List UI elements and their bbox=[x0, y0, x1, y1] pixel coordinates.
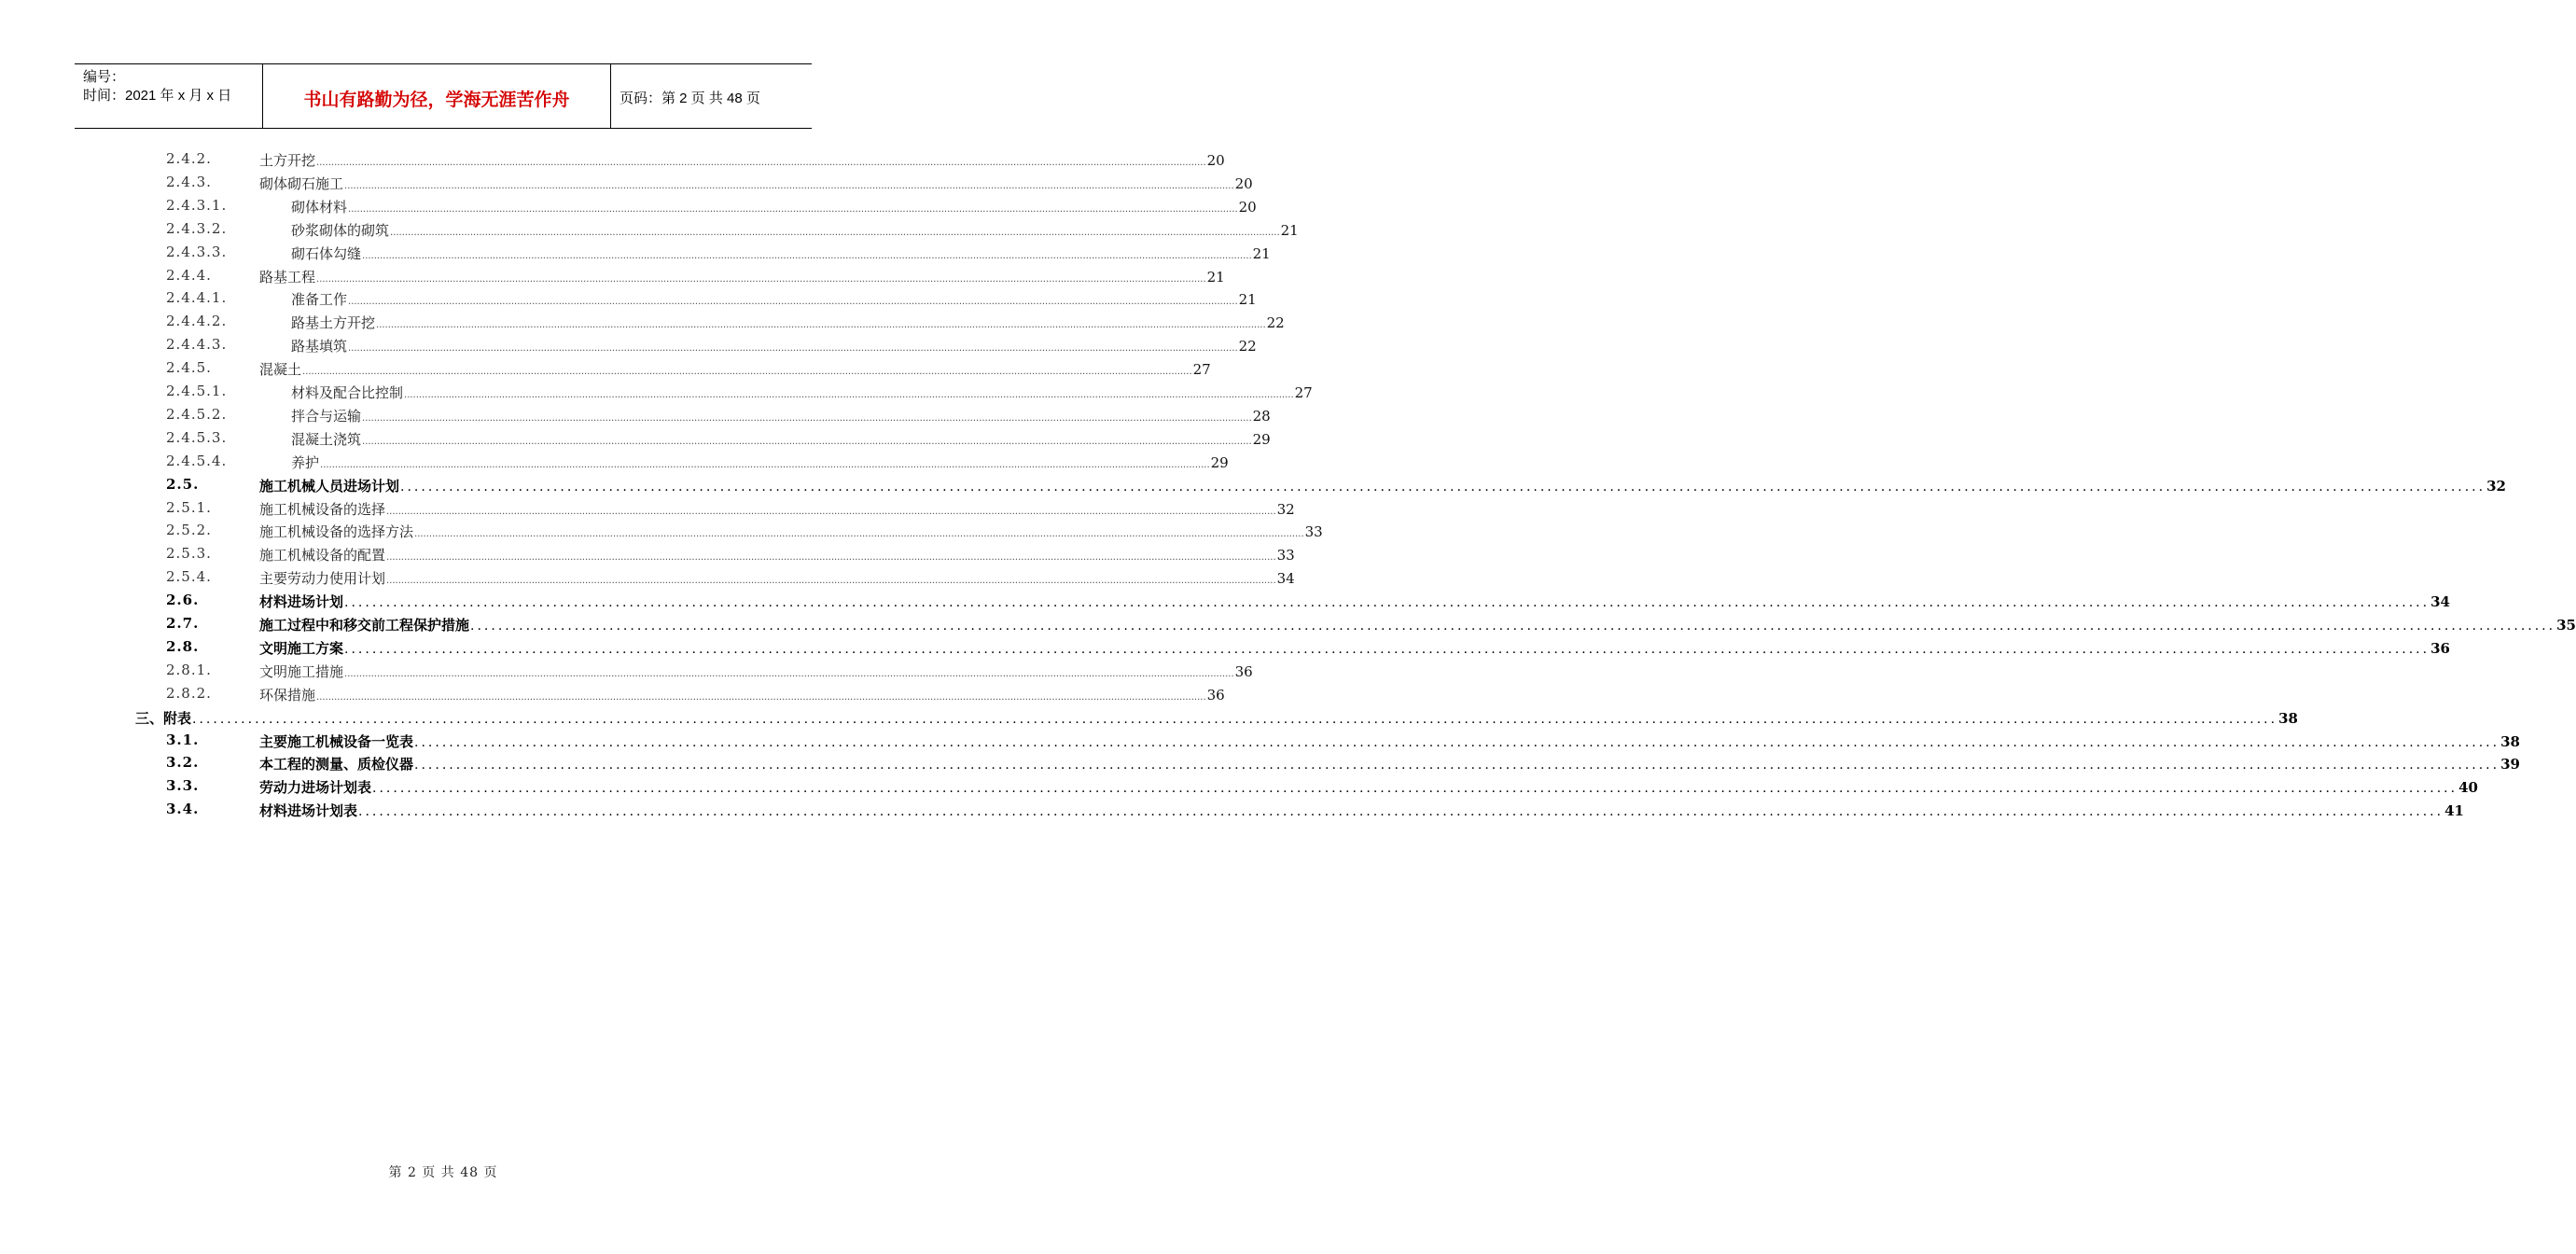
toc-entry-page: 21 bbox=[1206, 268, 1225, 286]
toc-entry-number: 3.3. bbox=[166, 777, 200, 795]
toc-entry-title: 材料进场计划 bbox=[259, 593, 344, 611]
toc-leader-dots: ............................................................................................................................................................................................................................................................................................................ bbox=[386, 576, 1276, 587]
toc-entry-number: 2.5. bbox=[166, 475, 200, 493]
toc-entry-number: 2.8. bbox=[166, 637, 200, 655]
toc-entry-page: 33 bbox=[1304, 523, 1323, 541]
toc-entry-number: 2.6. bbox=[166, 592, 200, 609]
toc-entry[interactable] bbox=[0, 333, 1257, 356]
toc-entry[interactable] bbox=[0, 589, 2450, 612]
toc-entry-title: 文明施工措施 bbox=[259, 662, 344, 680]
toc-entry-line bbox=[291, 453, 1229, 472]
toc-entry[interactable] bbox=[0, 774, 2478, 798]
toc-entry-number: 2.4.5.3. bbox=[166, 428, 228, 446]
toc-entry[interactable] bbox=[0, 426, 1271, 450]
toc-entry-title: 路基土方开挖 bbox=[291, 314, 376, 332]
toc-entry-page: 33 bbox=[1276, 547, 1295, 564]
toc-leader-dots: ............................................................................................................................................................................................................................................................................................................ bbox=[348, 297, 1238, 308]
toc-entry[interactable] bbox=[0, 659, 1253, 682]
toc-entry-page: 32 bbox=[1276, 500, 1295, 518]
toc-leader-dots: ............................................................................................................................................................................................................................................................................................................ bbox=[362, 436, 1252, 447]
toc-entry-line bbox=[259, 801, 2464, 820]
toc-entry-number: 2.4.3.1. bbox=[166, 196, 228, 214]
toc-leader-dots: ............................................................................................................................................................................................................................................................................................................ bbox=[376, 320, 1266, 331]
toc-leader-dots: ............................................................................................................................................................................................................................................................................................................ bbox=[348, 203, 1238, 215]
header-number-label: 编号： bbox=[83, 69, 126, 85]
toc-entry-number: 2.4.5.4. bbox=[166, 452, 228, 469]
toc-entry-title: 混凝土浇筑 bbox=[291, 430, 362, 448]
toc-entry-line bbox=[259, 499, 1295, 519]
toc-entry-number: 2.8.2. bbox=[166, 684, 212, 702]
toc-entry[interactable] bbox=[0, 286, 1257, 310]
toc-entry[interactable] bbox=[0, 496, 1295, 520]
toc-entry-title: 施工机械人员进场计划 bbox=[259, 477, 400, 495]
toc-entry-page: 22 bbox=[1238, 338, 1257, 355]
toc-entry-page: 34 bbox=[1276, 570, 1295, 588]
toc-entry-number: 2.4.5.2. bbox=[166, 405, 228, 423]
toc-entry-line bbox=[259, 754, 2520, 773]
toc-entry-number: 3.1. bbox=[166, 731, 200, 748]
toc-entry-title: 材料及配合比控制 bbox=[291, 384, 404, 401]
toc-entry-line bbox=[259, 568, 1295, 588]
toc-entry-number: 2.4.3.3. bbox=[166, 243, 228, 260]
toc-entry-number: 2.7. bbox=[166, 615, 200, 632]
toc-entry-line bbox=[291, 313, 1285, 332]
toc-entry[interactable] bbox=[0, 473, 2506, 496]
toc-entry-title: 砌体砌石施工 bbox=[259, 174, 344, 192]
toc-entry-page: 38 bbox=[2278, 709, 2298, 727]
toc-entry-line bbox=[259, 777, 2478, 797]
toc-entry-line bbox=[291, 220, 1299, 240]
toc-entry-number: 2.5.4. bbox=[166, 568, 212, 586]
toc-entry-page: 38 bbox=[2500, 732, 2520, 750]
toc-entry-title: 施工过程中和移交前工程保护措施 bbox=[259, 617, 470, 634]
toc-entry-number: 2.5.3. bbox=[166, 545, 212, 563]
toc-entry-line bbox=[259, 267, 1225, 286]
toc-entry-number: 2.4.4. bbox=[166, 266, 212, 284]
toc-entry[interactable] bbox=[0, 310, 1285, 333]
toc-leader-dots: ............................................................................................................................................................................................................................................................................................................ bbox=[344, 595, 2430, 611]
toc-entry-page: 29 bbox=[1252, 430, 1271, 448]
toc-entry[interactable] bbox=[0, 542, 1295, 565]
toc-entry[interactable] bbox=[0, 519, 1323, 542]
toc-entry[interactable] bbox=[0, 356, 1211, 380]
toc-entry-title: 三、附表 bbox=[135, 709, 192, 727]
toc-entry-page: 27 bbox=[1192, 361, 1211, 379]
toc-entry-number: 2.4.3. bbox=[166, 173, 212, 190]
toc-entry-line bbox=[259, 638, 2450, 658]
toc-entry-number: 3.4. bbox=[166, 801, 200, 818]
toc-entry-page: 28 bbox=[1252, 407, 1271, 425]
toc-entry-title: 混凝土 bbox=[259, 361, 302, 379]
toc-entry[interactable] bbox=[0, 450, 1229, 473]
toc-leader-dots: ............................................................................................................................................................................................................................................................................................................ bbox=[414, 758, 2500, 773]
page-footer: 第 2 页 共 48 页 bbox=[388, 1165, 498, 1180]
toc-entry[interactable] bbox=[0, 682, 1225, 705]
toc-entry-number: 2.5.2. bbox=[166, 522, 212, 539]
toc-entry-title: 施工机械设备的选择方法 bbox=[259, 523, 414, 541]
toc-entry[interactable] bbox=[0, 217, 1299, 241]
toc-entry[interactable] bbox=[0, 380, 1313, 403]
toc-entry-title: 主要劳动力使用计划 bbox=[259, 570, 386, 588]
toc-entry-title: 养护 bbox=[291, 453, 320, 471]
toc-entry-page: 34 bbox=[2430, 593, 2450, 611]
toc-entry[interactable] bbox=[0, 612, 2576, 635]
toc-entry-line bbox=[291, 289, 1257, 309]
toc-entry-number: 2.8.1. bbox=[166, 661, 212, 678]
toc-entry-page: 20 bbox=[1238, 198, 1257, 216]
toc-leader-dots: ............................................................................................................................................................................................................................................................................................................ bbox=[358, 804, 2444, 820]
header-page-info: 页码：第 2 页 共 48 页 bbox=[620, 90, 760, 106]
toc-entry-title: 主要施工机械设备一览表 bbox=[259, 732, 414, 750]
toc-entry[interactable] bbox=[0, 565, 1295, 589]
toc-entry-title: 砂浆砌体的砌筑 bbox=[291, 221, 390, 239]
toc-entry-line bbox=[259, 522, 1323, 541]
toc-entry-line bbox=[259, 685, 1225, 704]
toc-entry-line bbox=[135, 708, 2298, 728]
toc-leader-dots: ............................................................................................................................................................................................................................................................................................................ bbox=[372, 781, 2458, 797]
toc-entry-page: 41 bbox=[2444, 802, 2464, 820]
header-motto: 书山有路勤为径，学海无涯苦作舟 bbox=[263, 64, 611, 128]
toc-entry-title: 材料进场计划表 bbox=[259, 802, 358, 820]
toc-entry-title: 拌合与运输 bbox=[291, 407, 362, 425]
toc-entry-title: 环保措施 bbox=[259, 686, 316, 704]
toc-leader-dots: ............................................................................................................................................................................................................................................................................................................ bbox=[386, 552, 1276, 564]
toc-entry-line bbox=[291, 197, 1257, 216]
toc-entry-number: 3.2. bbox=[166, 754, 200, 772]
document-header bbox=[75, 63, 812, 129]
toc-leader-dots: ............................................................................................................................................................................................................................................................................................................ bbox=[344, 668, 1234, 679]
toc-entry-number: 2.4.3.2. bbox=[166, 219, 228, 237]
toc-entry-page: 32 bbox=[2486, 477, 2506, 495]
toc-leader-dots: ............................................................................................................................................................................................................................................................................................................ bbox=[414, 529, 1304, 540]
toc-entry-line bbox=[259, 545, 1295, 564]
toc-entry-line bbox=[259, 615, 2576, 634]
toc-entry-title: 准备工作 bbox=[291, 291, 348, 309]
toc-entry-line bbox=[259, 662, 1253, 681]
toc-entry-page: 21 bbox=[1252, 244, 1271, 262]
toc-leader-dots: ............................................................................................................................................................................................................................................................................................................ bbox=[344, 641, 2430, 657]
toc-entry-page: 39 bbox=[2500, 756, 2520, 773]
toc-entry-number: 2.4.2. bbox=[166, 150, 212, 167]
toc-entry-page: 36 bbox=[1206, 686, 1225, 704]
toc-entry-page: 20 bbox=[1206, 152, 1225, 169]
toc-entry-page: 36 bbox=[2430, 639, 2450, 657]
toc-leader-dots: ............................................................................................................................................................................................................................................................................................................ bbox=[404, 390, 1294, 400]
toc-entry-line bbox=[259, 476, 2506, 495]
toc-entry-line bbox=[259, 732, 2520, 751]
toc-entry-number: 2.4.5.1. bbox=[166, 383, 228, 399]
toc-leader-dots: ............................................................................................................................................................................................................................................................................................................ bbox=[316, 691, 1206, 703]
toc-leader-dots: ............................................................................................................................................................................................................................................................................................................ bbox=[192, 711, 2278, 727]
toc-entry-number: 2.4.4.1. bbox=[166, 289, 228, 307]
toc-entry-number: 2.5.1. bbox=[166, 498, 212, 516]
header-time-label: 时间：2021 年 x 月 x 日 bbox=[83, 88, 232, 104]
toc-entry[interactable] bbox=[0, 147, 1225, 171]
toc-entry-page: 21 bbox=[1238, 291, 1257, 309]
toc-entry-line bbox=[291, 336, 1257, 355]
toc-entry[interactable] bbox=[0, 194, 1257, 217]
toc-entry[interactable] bbox=[0, 264, 1225, 287]
toc-entry-title: 路基填筑 bbox=[291, 338, 348, 355]
toc-leader-dots: ............................................................................................................................................................................................................................................................................................................ bbox=[414, 734, 2500, 750]
toc-entry-title: 施工机械设备的选择 bbox=[259, 500, 386, 518]
toc-entry-page: 20 bbox=[1234, 174, 1253, 192]
toc-entry-page: 35 bbox=[2556, 617, 2576, 634]
toc-entry-page: 40 bbox=[2458, 779, 2478, 797]
toc-entry-line bbox=[259, 359, 1211, 379]
toc-entry-line bbox=[291, 406, 1271, 425]
toc-leader-dots: ............................................................................................................................................................................................................................................................................................................ bbox=[316, 158, 1206, 168]
toc-leader-dots: ............................................................................................................................................................................................................................................................................................................ bbox=[362, 412, 1252, 424]
toc-entry[interactable] bbox=[0, 403, 1271, 426]
toc-entry-line bbox=[259, 592, 2450, 611]
toc-leader-dots: ............................................................................................................................................................................................................................................................................................................ bbox=[386, 506, 1276, 517]
toc-entry-title: 砌石体勾缝 bbox=[291, 244, 362, 262]
header-meta bbox=[75, 64, 263, 128]
toc-entry-number: 2.4.4.3. bbox=[166, 336, 228, 354]
toc-entry-number: 2.4.5. bbox=[166, 359, 212, 377]
toc-entry-line bbox=[259, 150, 1225, 170]
toc-entry-title: 本工程的测量、质检仪器 bbox=[259, 756, 414, 773]
toc-entry[interactable] bbox=[0, 798, 2464, 821]
toc-entry-line bbox=[291, 429, 1271, 449]
toc-leader-dots: ............................................................................................................................................................................................................................................................................................................ bbox=[470, 619, 2556, 634]
toc-entry-page: 27 bbox=[1294, 384, 1313, 401]
toc-leader-dots: ............................................................................................................................................................................................................................................................................................................ bbox=[390, 227, 1280, 238]
toc-leader-dots: ............................................................................................................................................................................................................................................................................................................ bbox=[344, 180, 1234, 191]
toc-leader-dots: ............................................................................................................................................................................................................................................................................................................ bbox=[320, 459, 1210, 470]
toc-entry[interactable] bbox=[0, 635, 2450, 659]
toc-leader-dots: ............................................................................................................................................................................................................................................................................................................ bbox=[316, 273, 1206, 285]
toc-entry-title: 土方开挖 bbox=[259, 152, 316, 169]
toc-entry-line bbox=[291, 383, 1313, 402]
toc-entry[interactable] bbox=[0, 241, 1271, 264]
toc-entry-title: 文明施工方案 bbox=[259, 639, 344, 657]
toc-entry[interactable] bbox=[0, 751, 2520, 774]
toc-entry-line bbox=[259, 174, 1253, 193]
toc-entry-page: 22 bbox=[1266, 314, 1285, 332]
toc-entry-page: 36 bbox=[1234, 662, 1253, 680]
toc-entry-page: 29 bbox=[1210, 453, 1229, 471]
toc-entry[interactable] bbox=[0, 171, 1253, 194]
toc-leader-dots: ............................................................................................................................................................................................................................................................................................................ bbox=[302, 367, 1192, 378]
toc-entry-title: 路基工程 bbox=[259, 268, 316, 286]
toc-leader-dots: ............................................................................................................................................................................................................................................................................................................ bbox=[362, 250, 1252, 261]
toc-entry-title: 劳动力进场计划表 bbox=[259, 779, 372, 797]
toc-leader-dots: ............................................................................................................................................................................................................................................................................................................ bbox=[400, 479, 2486, 495]
toc-entry-line bbox=[291, 244, 1271, 263]
toc-entry[interactable] bbox=[0, 705, 2298, 729]
toc-entry[interactable] bbox=[0, 729, 2520, 752]
toc-entry-page: 21 bbox=[1280, 221, 1299, 239]
toc-entry-title: 施工机械设备的配置 bbox=[259, 547, 386, 564]
toc-leader-dots: ............................................................................................................................................................................................................................................................................................................ bbox=[348, 343, 1238, 355]
toc-entry-title: 砌体材料 bbox=[291, 198, 348, 216]
toc-entry-number: 2.4.4.2. bbox=[166, 313, 228, 330]
